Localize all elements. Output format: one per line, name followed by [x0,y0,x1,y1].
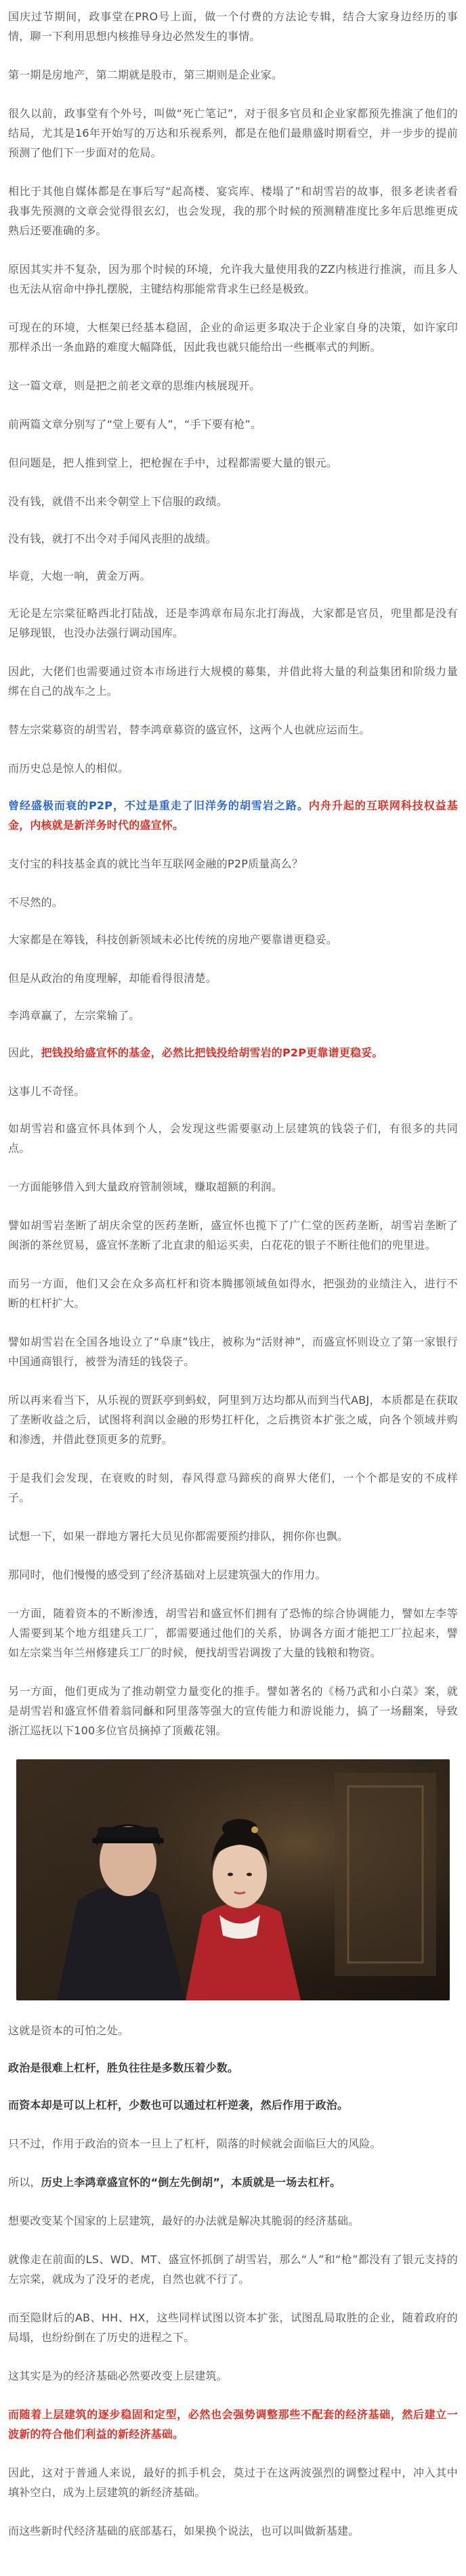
paragraph-li-won: 李鸿章赢了，左宗棠输了。 [8,1009,140,1022]
paragraph-this-article: 这一篇文章，则是把之前老文章的思维内核展现开。 [8,379,261,392]
background-screen [335,1773,436,1976]
paragraph-environment: 可现在的环境，大框架已经基本稳固，企业的命运更多取决于企业家自身的决策，如许家印那样杀出一条血路的难度大幅降低，因此我也就只能给出一些概率式的判断。 [8,321,458,353]
paragraph-medicine-monopoly: 譬如胡雪岩垄断了胡庆余堂的医药垄断，盛宣怀也揽下了广仁堂的医药垄断，胡雪岩垄断了闽浙的茶丝贸易，盛宣怀垄断了北直隶的船运买卖，白花花的银子不断往他们的兜里进。 [8,1219,458,1251]
paragraph-not-necessarily: 不尽然的。 [8,896,64,909]
paragraph-intro: 国庆过节期间，政事堂在PRO号上面，做一个付费的方法论专辑，结合大家身边经历的事情，聊一下利用思想内核推导身边必然发生的事情。 [8,10,458,43]
paragraph-opportunity: 因此，这对于普通人来说，最好的抓手机会，莫过于在这两波强烈的调整过程中，冲入其中填补空白，成为上层建筑的新经济基础。 [8,2466,458,2499]
paragraph-new-economic-base: 而随着上层建筑的逐步稳固和定型，必然也会强势调整那些不配套的经济基础，然后建立一波新的符合他们利益的新经济基础。 [8,2408,458,2441]
paragraph-no-money-1: 没有钱，就借不出来令朝堂上下信服的政绩。 [8,495,228,508]
paragraph-current-era: 所以再来看当下，从乐视的贾跃亭到蚂蚁，阿里到万达均都从而到当代ABJ，本质都是在获取了垄断收益之后，试图将利润以金融的形势扛杆化，之后携资本扩张之威，向各个领域并购和渗透，并借此登顶更多的荒野。 [8,1394,458,1446]
paragraph-coordination: 一方面，随着资本的不断渗透，胡雪岩和盛宣怀们拥有了恐怖的综合协调能力，譬如左李等人需要到某个地方组建兵工厂，都需要通过他们的关系，协调各方面才能把工厂拉起来，譬如左宗棠当年兰州修建兵工厂的时候，便找胡雪岩调拨了大量的钱粮和物资。 [8,1607,458,1659]
highlight-deleverage: 历史上李鸿章盛宣怀的“倒左先倒胡”，本质就是一场去杠杆。 [41,2176,341,2189]
paragraph-leverage-risk: 只不过，作用于政治的资本一旦上了杠杆，陨落的时候就会面临巨大的风险。 [8,2137,381,2150]
paragraph-capital-leverage: 而资本却是可以上杠杆，少数也可以通过杠杆逆袭，然后作用于政治。 [8,2099,349,2111]
paragraph-court-influence: 另一方面，他们更成为了推动朝堂力量变化的推手。譬如著名的《杨乃武和小白菜》案，就是胡雪岩和盛宣怀借着翁同龢和阿里落等强大的宣传能力和游说能力，搞了一场翻案，导致浙江巡抚以下100多位官员摘掉了顶戴花翎。 [8,1685,458,1737]
paragraph-capital-market: 因此，大佬们也需要通过资本市场进行大规模的募集，并借此将大量的利益集团和阶级力量绑在自己的战车之上。 [8,665,458,697]
paragraph-political-view: 但是从政治的角度理解，却能看得很清楚。 [8,972,217,985]
paragraph-series: 第一期是房地产，第二期就是股市，第三期则是企业家。 [8,68,283,81]
paragraph-p2p-comparison [8,796,458,835]
paragraph-alipay-question: 支付宝的科技基金真的就比当年互联网金融的P2P质量高么？ [8,857,303,870]
paragraph-need-money: 但问题是，把人推到堂上，把枪握在手中，过程都需要大量的银元。 [8,456,338,469]
paragraph-prediction: 相比于其他自媒体都是在事后写“起高楼、宴宾库、楼塌了”和胡雪岩的故事，很多老读者看我事先预测的文章会觉得很玄幻，也会发现，我的那个时候的预测精准度比多年后思维更成熟后还要准确的多。 [8,185,458,237]
paragraph-reason: 原因其实并不复杂，因为那个时候的环境，允许我大量使用我的ZZ内核进行推演，而且多人也无法从宿命中挣扎摆脱，主键结构那能常背求生已经是极致。 [8,263,458,295]
highlight-tech-fund: 内舟升起的互联网科技权益基金，内核就是新洋务时代的盛宣怀。 [8,799,458,832]
paragraph-politics-leverage: 政治是很难上杠杆，胜负往往是多数压着少数。 [8,2061,239,2074]
paragraph-no-money-2: 没有钱，就打不出令对手闻风丧胆的战绩。 [8,532,217,545]
paragraph-common-points: 如胡雪岩和盛宣怀具体到个人，会发现这些需要驱动上层建筑的钱袋子们，有很多的共同点。 [8,1122,458,1155]
highlight-invest-sheng: 把钱投给盛宣怀的基金，必然比把钱投给胡雪岩的P2P更靠谱更稳妥。 [41,1046,383,1059]
paragraph-deleverage [8,2172,458,2192]
paragraph-modern-companies: 而至隐財后的AB、HH、HX，这些同样试图以资本扩张，试图乱局取胜的企业，随着政府的局塌，也纷纷倒在了历史的进程之下。 [8,2311,458,2344]
paragraph-cannon: 毕竟，大炮一响，黄金万两。 [8,570,151,582]
paragraph-death-note: 很久以前，政事堂有个外号，叫做“死亡笔记”，对于很多官员和企业家都预先推演了他们的结局，尤其是16年开始写的万达和乐视系列，都是在他们最鼎盛时期看空，并一步步的提前预测了他们下一步面对的危局。 [8,107,458,159]
paragraph-business-tycoons: 于是我们会发现，在衰败的时刻，春风得意马蹄疾的商界大佬们，一个个都是安的不成样子。 [8,1472,458,1504]
paragraph-regulated-fields: 一方面能够借入到大量政府管制领域，赚取超额的利润。 [8,1180,283,1193]
paragraph-new-infrastructure: 而这些新时代经济基础的底部基石，如果换个说法，也可以叫做新基建。 [8,2525,360,2537]
paragraph-previous-articles: 前两篇文章分别写了“堂上要有人”，“手下要有枪”。 [8,418,262,431]
paragraph-history-similar: 而历史总是惊人的相似。 [8,762,129,775]
conclusion-prefix: 因此， [8,1046,41,1059]
period-drama-still-image [16,1759,450,2000]
highlight-p2p: 曾经盛极而衰的P2P，不过是重走了旧洋务的胡雪岩之路。 [8,799,309,812]
paragraph-toothless-tiger: 就像走在前面的LS、WD、MT、盛宣怀抓倒了胡雪岩，那么“人”和“枪”都没有了银元支持的左宗棠，就成为了没牙的老虎，自然也就不行了。 [8,2253,458,2285]
paragraph-conclusion-invest [8,1043,458,1062]
paragraph-banks: 譬如胡雪岩在全国各地设立了“阜康”钱庄，被称为“活财神”，而盛宣怀则设立了第一家银行中国通商银行，被誉为清廷的钱袋子。 [8,1335,458,1368]
paragraph-capital-scary: 这就是资本的可怕之处。 [8,2024,129,2037]
paragraph-change-superstructure: 想要改变某个国家的上层建筑，最好的办法就是解决其脆弱的经济基础。 [8,2214,360,2227]
paragraph-economic-base: 那同时，他们慢慢的感受到了经济基础对上层建筑强大的作用力。 [8,1568,326,1581]
paragraph-imagine: 试想一下，如果一群地方署托大员见你都需要预约排队，拥你你也飘。 [8,1530,349,1543]
paragraph-zuo-li: 无论是左宗棠征略西北打陆战，还是李鸿章布局东北打海战，大家都是官员，兜里都是没有足够现银，也没办法强行调动国库。 [8,607,458,639]
paragraph-not-strange: 这事儿不奇怪。 [8,1085,85,1098]
deleverage-prefix: 所以， [8,2176,41,2189]
paragraph-leverage: 而另一方面，他们又会在众多高杠杆和资本腾挪领域鱼如得水，把强劲的业绩注入，进行不断的杠杆扩大。 [8,1277,458,1310]
paragraph-economic-change: 这其实是为的经济基础必然要改变上层建筑。 [8,2369,228,2382]
paragraph-raising-money: 大家都是在筹钱，科技创新领域未必比传统的房地产要靠谱更稳妥。 [8,933,338,946]
paragraph-hu-sheng: 替左宗棠募资的胡雪岩，替李鸿章募资的盛宣怀，这两个人也就应运而生。 [8,723,370,736]
